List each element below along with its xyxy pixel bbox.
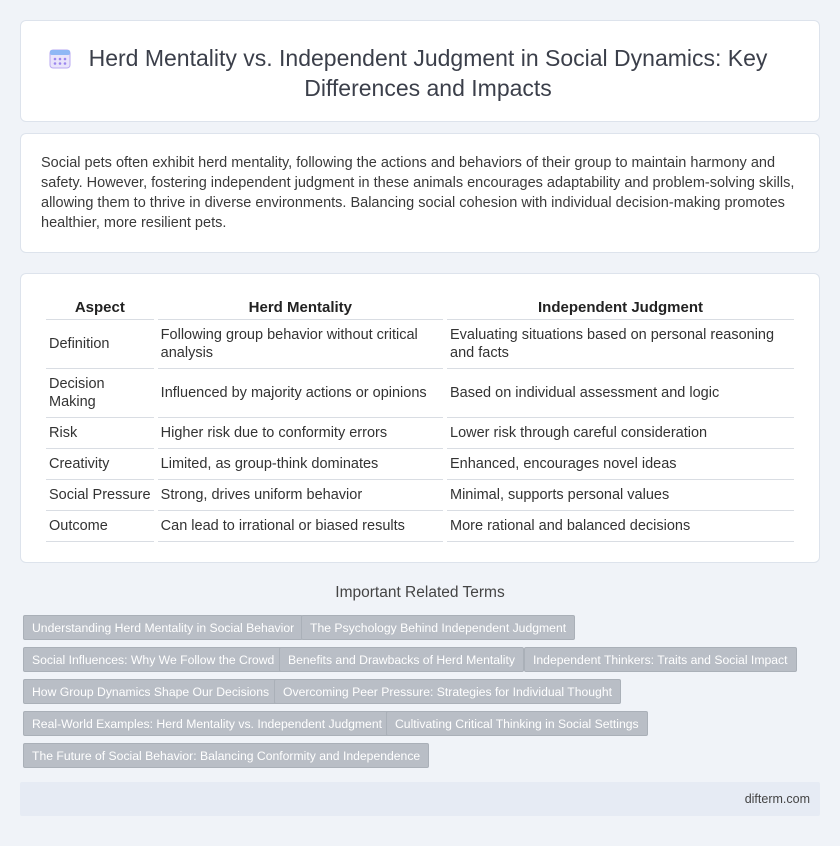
table-row [46,320,794,369]
table-cell: Influenced by majority actions or opinions [158,369,443,418]
intro-text: Social pets often exhibit herd mentality, following the actions and behaviors of their group to maintain harmony and safety. However, fostering independent judgment in these animals encourages adaptability and problem-solving skills, allowing them to thrive in diverse environments. Balancing social cohesion with individual decision-making promotes healthier, more resilient pets. [41,155,795,231]
table-cell: Limited, as group-think dominates [158,449,443,480]
table-cell: Risk [46,418,154,449]
table-cell: Decision Making [46,369,154,418]
table-cell: More rational and balanced decisions [447,511,794,542]
related-term-tag[interactable]: Overcoming Peer Pressure: Strategies for Individual Thought [274,679,621,704]
table-cell: Higher risk due to conformity errors [158,418,443,449]
related-term-tag[interactable]: Independent Thinkers: Traits and Social Impact [524,647,797,672]
footer [20,782,820,816]
table-cell: Based on individual assessment and logic [447,369,794,418]
page-title: Herd Mentality vs. Independent Judgment in Social Dynamics: Key Differences and Impacts [88,45,768,101]
column-header-aspect: Aspect [46,296,154,320]
related-term-tag[interactable]: Benefits and Drawbacks of Herd Mentality [279,647,524,672]
related-term-tag[interactable]: The Future of Social Behavior: Balancing Conformity and Independence [23,743,429,768]
table-row [46,511,794,542]
table-cell: Following group behavior without critical analysis [158,320,443,369]
table-cell: Outcome [46,511,154,542]
related-term-tag[interactable]: Real-World Examples: Herd Mentality vs. Independent Judgment [23,711,391,736]
column-header-independent: Independent Judgment [447,296,794,320]
table-cell: Definition [46,320,154,369]
table-cell: Lower risk through careful consideration [447,418,794,449]
table-row [46,480,794,511]
table-cell: Creativity [46,449,154,480]
comparison-card [20,273,820,563]
related-term-tag[interactable]: Cultivating Critical Thinking in Social Settings [386,711,648,736]
intro-card [20,133,820,253]
site-link[interactable]: difterm.com [744,792,810,806]
table-row [46,449,794,480]
related-term-tag[interactable]: Understanding Herd Mentality in Social Behavior [23,615,303,640]
comparison-table [42,296,798,542]
related-term-tag[interactable]: The Psychology Behind Independent Judgment [301,615,575,640]
table-row [46,418,794,449]
related-terms-title: Important Related Terms [335,584,505,601]
related-term-tag[interactable]: Social Influences: Why We Follow the Crowd [23,647,283,672]
column-header-herd: Herd Mentality [158,296,443,320]
table-cell: Strong, drives uniform behavior [158,480,443,511]
table-cell: Enhanced, encourages novel ideas [447,449,794,480]
table-cell: Social Pressure [46,480,154,511]
related-term-tag[interactable]: How Group Dynamics Shape Our Decisions [23,679,278,704]
table-cell: Minimal, supports personal values [447,480,794,511]
header-card [20,20,820,122]
table-header-row [46,296,794,320]
table-cell: Can lead to irrational or biased results [158,511,443,542]
table-row [46,369,794,418]
table-cell: Evaluating situations based on personal reasoning and facts [447,320,794,369]
